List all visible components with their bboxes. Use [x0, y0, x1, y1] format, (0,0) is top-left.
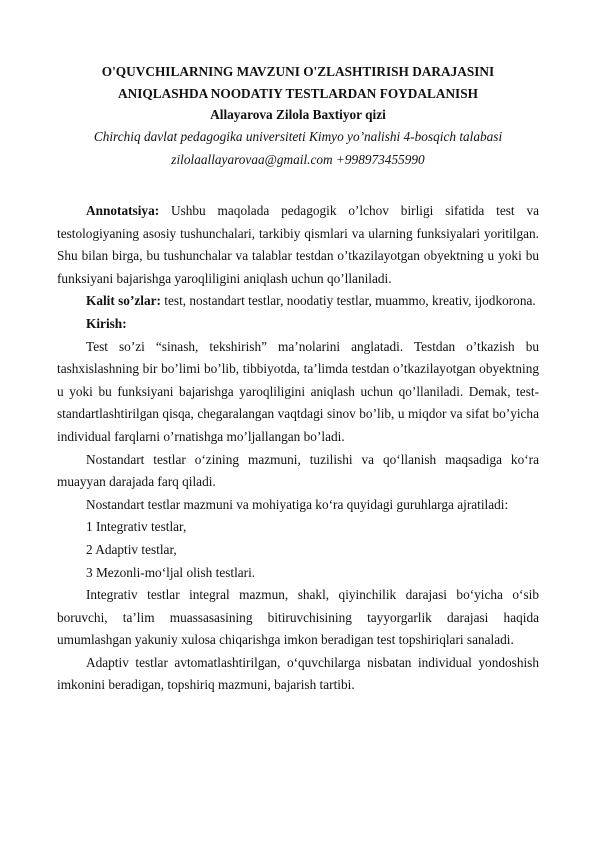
keywords-paragraph — [57, 290, 539, 313]
article-body — [57, 200, 539, 697]
body-paragraph-3: Nostandart testlar mazmuni va mohiyatiga ko‘ra quyidagi guruhlarga ajratiladi: — [86, 496, 509, 512]
body-paragraph-2: Nostandart testlar o‘zining mazmuni, tuzilishi va qo‘llanish maqsadiga ko‘ra muayyan darajada farq qiladi. — [57, 451, 539, 490]
list-item-1: 1 Integrativ testlar, — [86, 519, 187, 535]
body-paragraph-5: Adaptiv testlar avtomatlashtirilgan, o‘quvchilarga nisbatan individual yondoshish imkonini beradigan, topshiriq mazmuni, bajarish tartibi. — [57, 654, 539, 693]
annotation-paragraph — [57, 200, 539, 290]
title-line-2: ANIQLASHDA NOODATIY TESTLARDAN FOYDALANISH — [118, 86, 478, 101]
body-paragraph-4: Integrativ testlar integral mazmun, shakl, qiyinchilik darajasi bo‘yicha o‘sib boruvchi, ta’lim muassasasining bitiruvchisining tayyorgarlik darajasi haqida umumlashgan yakuniy xulosa chiqarishga imkon beradigan test topshiriqlari sanaladi. — [57, 587, 539, 648]
body-paragraph-1: Test so’zi “sinash, tekshirish” ma’nolarini anglatadi. Testdan o’tkazish bu tashxislashning bir bo’limi bo’lib, tibbiyotda, ta’limda testdan o’tkazilayotgan obyektning u yoki bu funksiyani bajarishga yaroqliligini aniqlash uchun qo’llaniladi. Demak, test-standartlashtirilgan qisqa, chegaralangan vaqtdagi sinov bo’lib, u miqdor va sifat bo’yicha individual farqlarni o’rnatishga mo’ljallangan bo’ladi. — [57, 338, 539, 444]
list-item-2: 2 Adaptiv testlar, — [86, 541, 177, 557]
intro-heading: Kirish: — [86, 315, 127, 331]
title-line-1: O'QUVCHILARNING MAVZUNI O'ZLASHTIRISH DARAJASINI — [101, 64, 495, 79]
keywords-label: Kalit so’zlar: — [86, 293, 161, 309]
list-item-3: 3 Mezonli-mo‘ljal olish testlari. — [86, 564, 256, 580]
author-affiliation: Chirchiq davlat pedagogika universiteti Kimyo yo’nalishi 4-bosqich talabasi — [93, 129, 503, 144]
author-contact: zilolaallayarovaa@gmail.com +998973455990 — [171, 152, 425, 167]
keywords-text: test, nostandart testlar, noodatiy testlar, muammo, kreativ, ijodkorona. — [160, 293, 536, 309]
author-name: Allayarova Zilola Baxtiyor qizi — [210, 107, 386, 122]
annotation-text: Ushbu maqolada pedagogik o’lchov birligi sifatida test va testologiyaning asosiy tushunchalari, tarkibiy qismlari va ularning funksiyalari yoritilgan. Shu bilan birga, bu tushunchalar va talablar testdan o’tkazilayotgan obyektning u yoki bu funksiyani bajarishga yaroqliligini aniqlash uchun qo’llaniladi. — [57, 203, 539, 286]
annotation-label: Annotatsiya: — [86, 203, 160, 218]
